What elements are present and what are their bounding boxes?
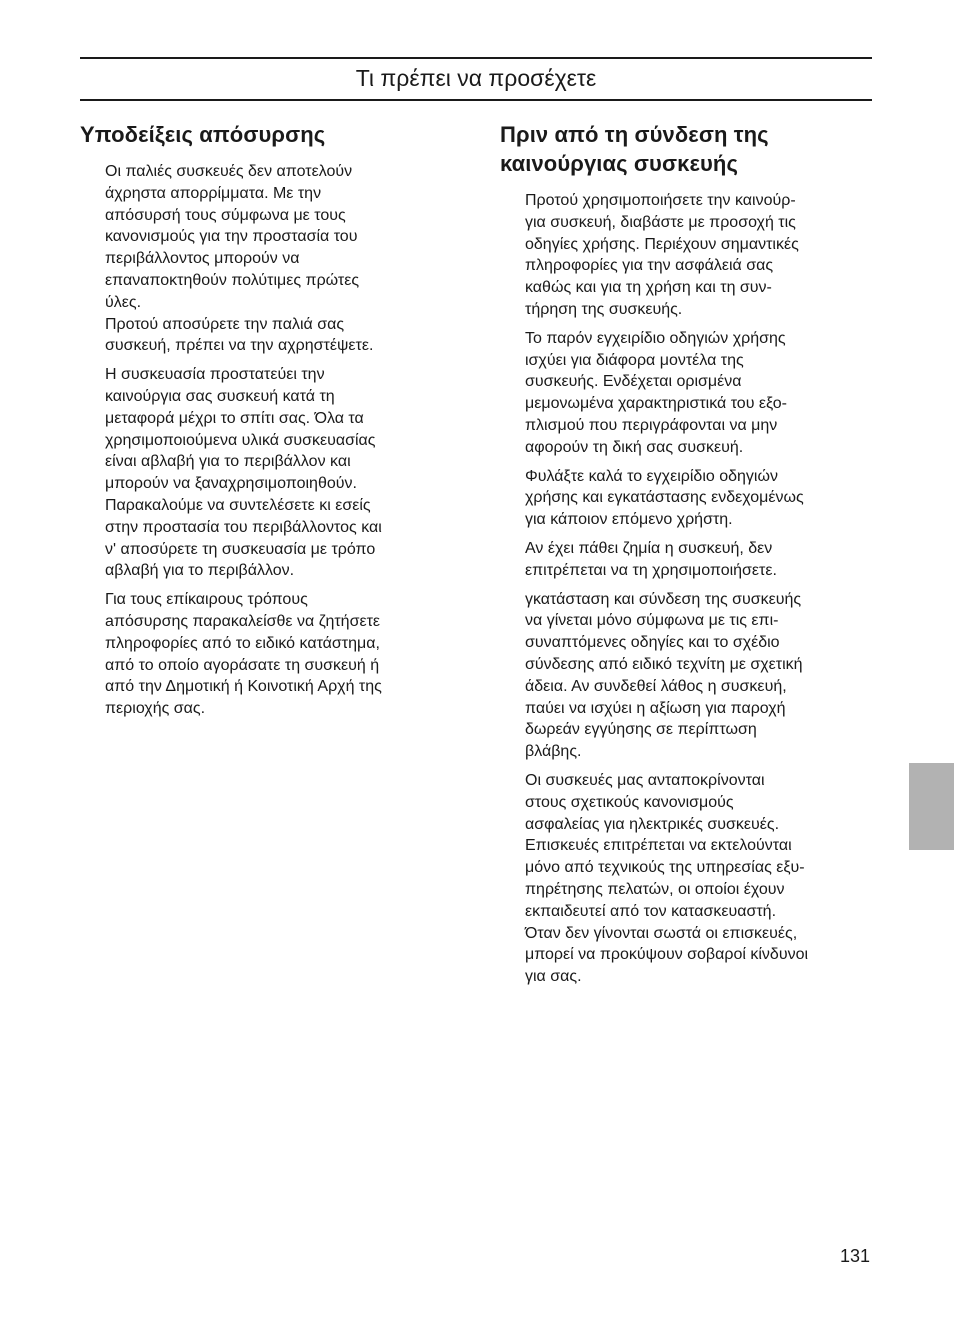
- page-number: 131: [839, 1246, 870, 1266]
- before-connection-paragraph: Αν έχει πάθει ζημία η συσκευή, δεν επιτρέπεται να τη χρησιμοποιήσετε.: [525, 539, 777, 579]
- page-title: Τι πρέπει να προσέχετε: [355, 65, 597, 91]
- disposal-section: [80, 120, 452, 727]
- before-connection-heading: Πριν από τη σύνδεση της καινούργιας συσκευής: [500, 122, 769, 176]
- header-rule-top: [80, 57, 872, 59]
- header-rule-bottom: [80, 99, 872, 101]
- before-connection-paragraph: Προτού χρησιμοποιήσετε την καινούρ- για συσκευή, διαβάστε με προσοχή τις οδηγίες χρήσης. Περιέχουν σημαντικές πληροφορίες για την ασφάλειά σας καθώς και για τη χρήση και τη συν- τήρηση της συσκευής.: [525, 192, 799, 318]
- before-connection-paragraph: Οι συσκευές μας ανταποκρίνονται στους σχετικούς κανονισμούς ασφαλείας για ηλεκτρικές συσκευές. Επισκευές επιτρέπεται να εκτελούνται μόνο από τεχνικούς της υπηρεσίας εξυ- πηρέτησης πελατών, οι οποίοι έχουν εκπαιδευτεί από τον κατασκευαστή. Όταν δεν γίνονται σωστά οι επισκευές, μπορεί να προκύψουν σοβαροί κίνδυνοι για σας.: [525, 771, 809, 986]
- disposal-paragraph: Η συσκευασία προστατεύει την καινούργια σας συσκευή κατά τη μεταφορά μέχρι το σπίτι σας. Όλα τα χρησιμοποιούμενα υλικά συσκευασίας είναι αβλαβή για το περιβάλλον και μπορούν να ξαναχρησιμοποιηθούν. Παρακαλούμε να συντελέσετε κι εσείς στην προστασία του περιβάλλοντος και ν' αποσύρετε τη συσκευασία με τρόπο αβλαβή για το περιβάλλον.: [105, 366, 382, 580]
- disposal-paragraph: Οι παλιές συσκευές δεν αποτελούν άχρηστα απορρίμματα. Με την απόσυρσή τους σύμφωνα με τους κανονισμούς για την προστασία του περιβάλλοντος μπορούν να επαναποκτηθούν πολύτιμες πρώτες ύλες. Προτού αποσύρετε την παλιά σας συσκευή, πρέπει να την αχρηστέψετε.: [105, 163, 374, 355]
- section-tab-marker: [909, 763, 954, 850]
- disposal-paragraph: Για τους επίκαιρους τρόπους aπόσυρσης παρακαλείσθε να ζητήσετε πληροφορίες από το ειδικό κατάστημα, από το οποίο αγοράσατε τη συσκευή ή από την Δημοτική ή Κοινοτική Αρχή της περιοχής σας.: [105, 591, 382, 718]
- before-connection-paragraph: Φυλάξτε καλά το εγχειρίδιο οδηγιών χρήσης και εγκατάστασης ενδεχομένως για κάποιον επόμενο χρήστη.: [525, 467, 804, 529]
- disposal-heading: Υποδείξεις απόσυρσης: [80, 122, 326, 147]
- before-connection-paragraph: γκατάσταση και σύνδεση της συσκευής να γίνεται μόνο σύμφωνα με τις επι- συναπτόμενες οδηγίες και το σχέδιο σύνδεσης από ειδικό τεχνίτη με σχετική άδεια. Αν συνδεθεί λάθος η συσκευή, παύει να ισχύει η αξίωση για παροχή δωρεάν εγγύησης σε περίπτωση βλάβης.: [525, 590, 803, 761]
- before-connection-paragraph: Το παρόν εγχειρίδιο οδηγιών χρήσης ισχύει για διάφορα μοντέλα της συσκευής. Ενδέχεται ορισμένα μεμονωμένα χαρακτηριστικά του εξο- πλισμού που περιγράφονται να μην αφορούν τη δική σας συσκευή.: [525, 329, 787, 456]
- before-connection-section: [500, 120, 874, 995]
